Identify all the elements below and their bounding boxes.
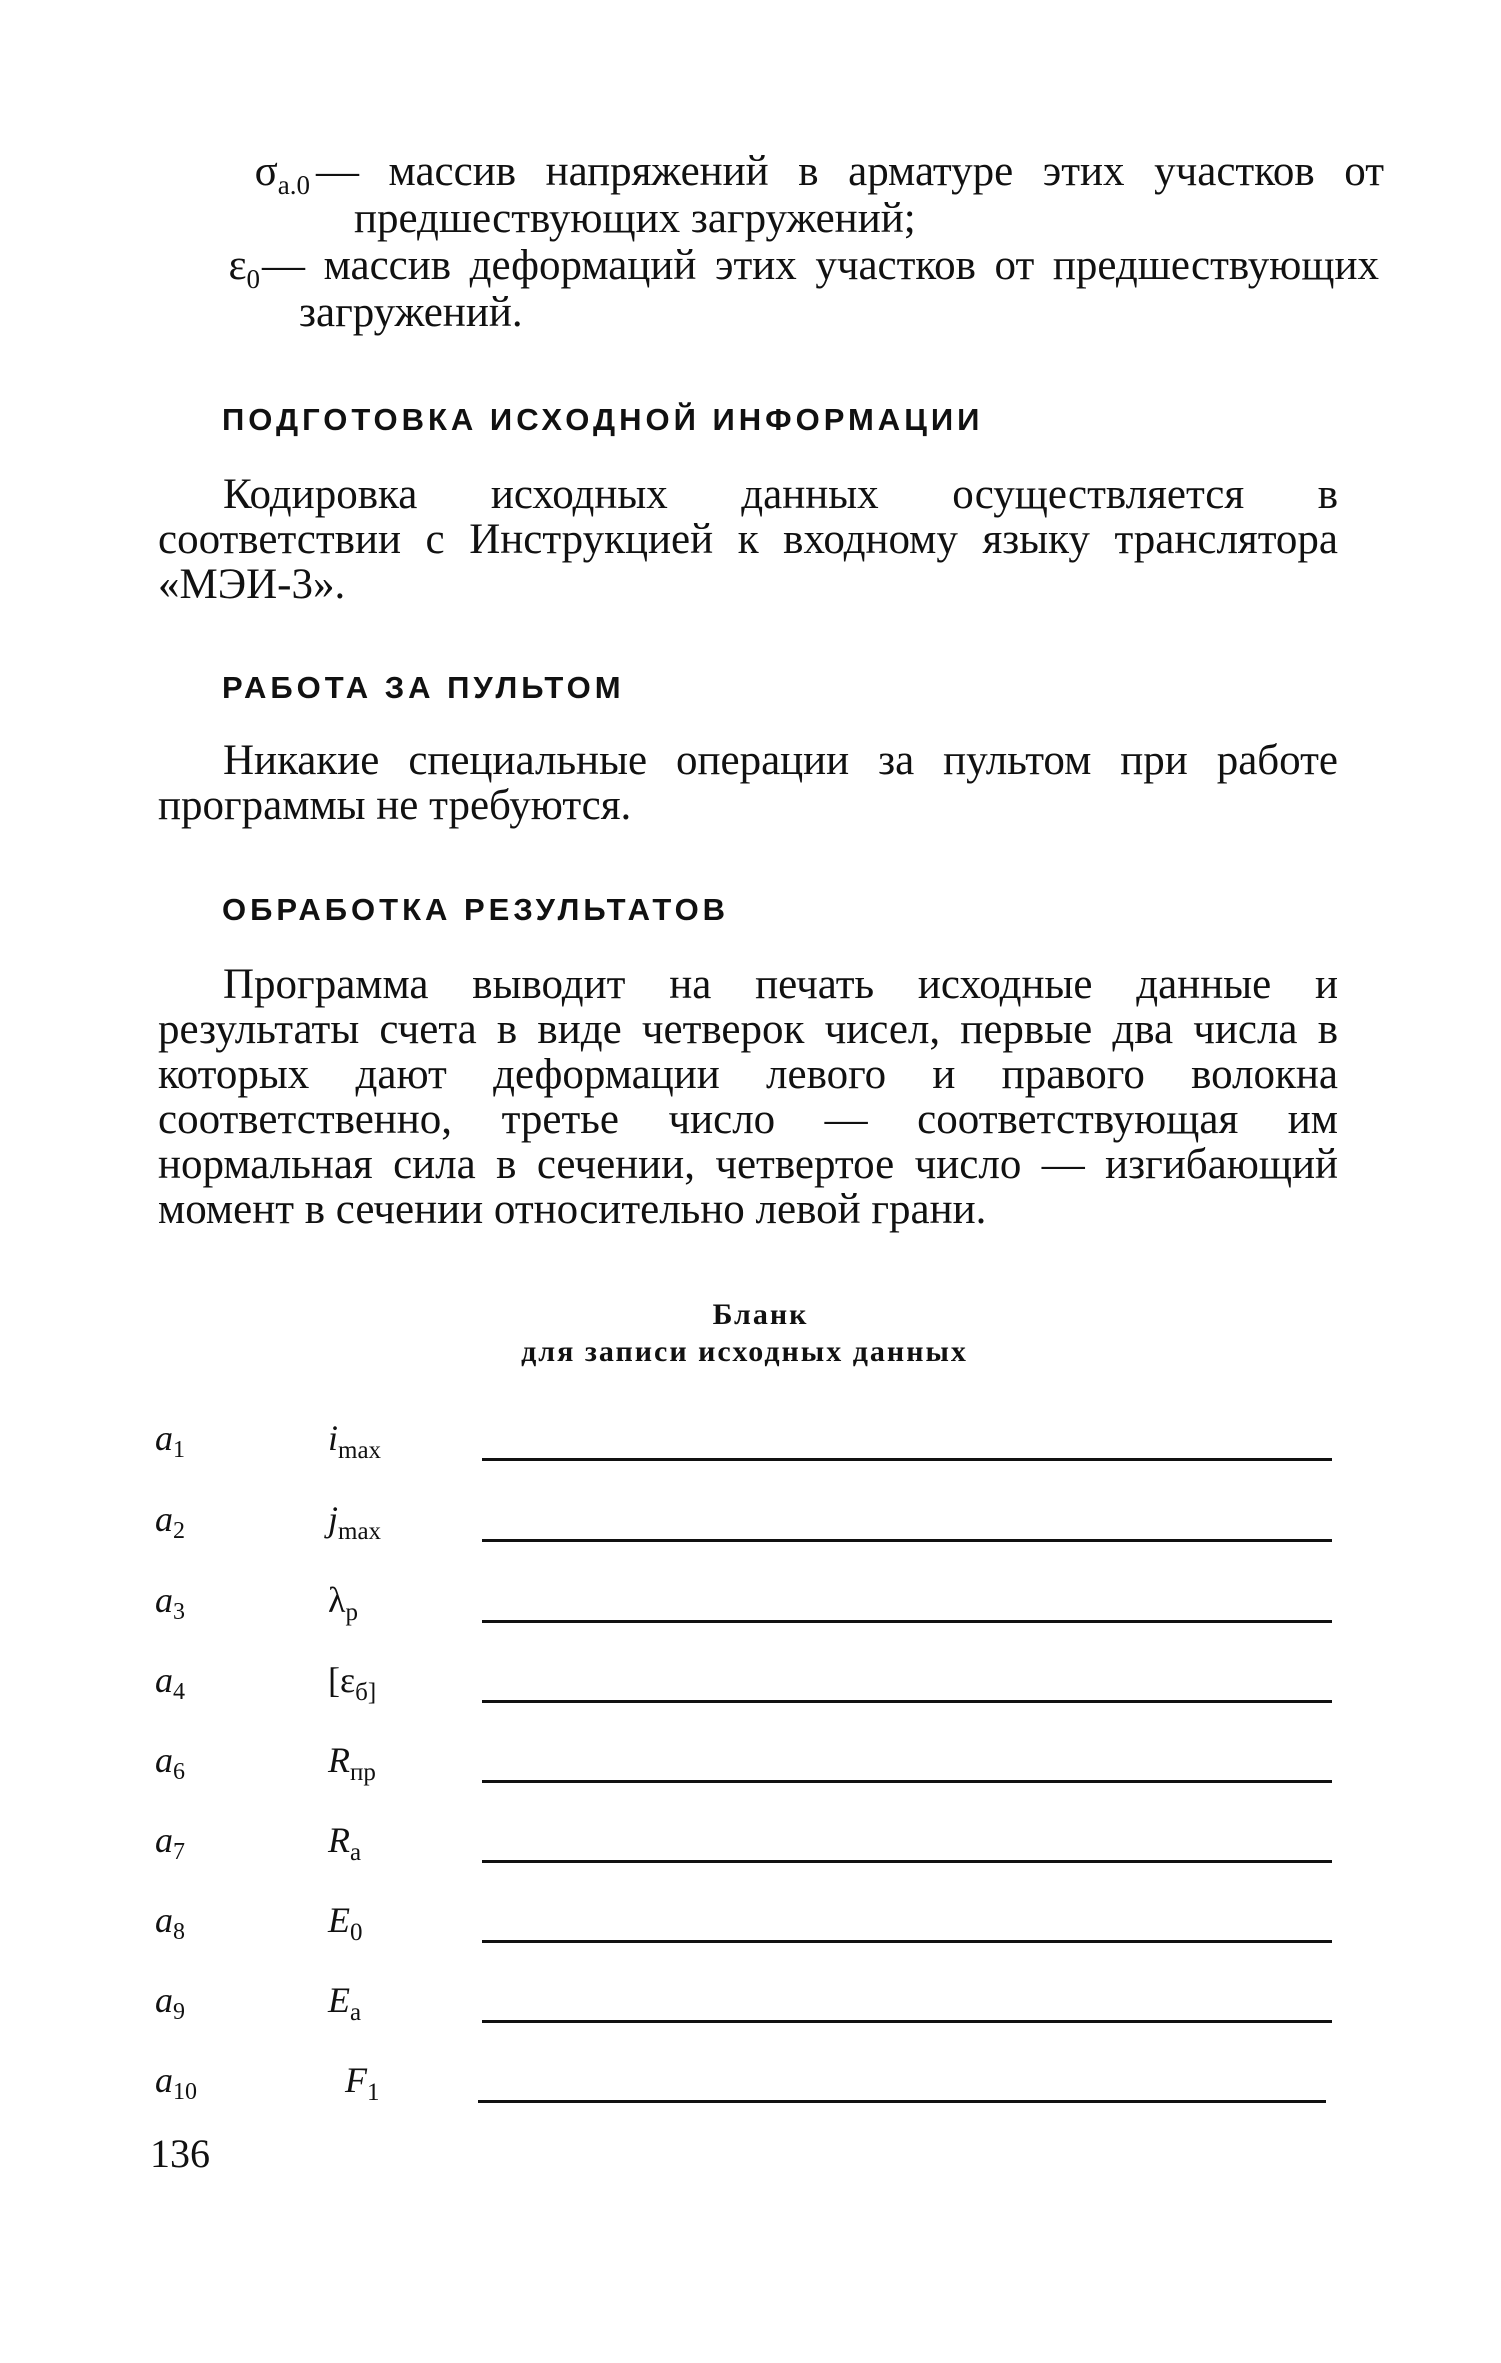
section-body-input: Кодировка исходных данных осуществляется в соответствии с Инструкцией к входному языку транслятора «МЭИ-3». (158, 471, 1338, 608)
section-body-console: Никакие специальные операции за пультом при работе программы не требуются. (158, 737, 1338, 829)
row-param: $R_{пр}$ (328, 1740, 376, 1786)
definition-symbol: $\varepsilon_0$ (228, 242, 260, 294)
form-row (0, 1413, 1501, 1473)
page-number: 136 (150, 2131, 210, 2176)
row-param: $E_a$ (328, 1980, 362, 2026)
fill-in-line[interactable] (482, 1620, 1332, 1623)
row-code: a9 (155, 1980, 185, 2025)
definition-symbol: $\sigma_{a.0}$ (254, 148, 310, 200)
form-row (0, 1815, 1501, 1875)
form-subtitle: для записи исходных данных (521, 1335, 968, 1368)
section-heading-results: ОБРАБОТКА РЕЗУЛЬТАТОВ (222, 892, 730, 927)
fill-in-line[interactable] (482, 1940, 1332, 1943)
row-code: a3 (155, 1580, 185, 1625)
row-code: a6 (155, 1740, 185, 1785)
section-heading-input: ПОДГОТОВКА ИСХОДНОЙ ИНФОРМАЦИИ (222, 402, 984, 437)
fill-in-line[interactable] (482, 1780, 1332, 1783)
row-code: a4 (155, 1660, 185, 1705)
row-param: $E_0$ (328, 1900, 363, 1946)
row-code: a7 (155, 1820, 185, 1865)
row-param: $j_{max}$ (328, 1499, 382, 1545)
definition-text: — массив деформаций этих участков от предшествующих загружений. (262, 242, 1379, 336)
section-body-results: Программа выводит на печать исходные данные и результаты счета в виде четверок чисел, первые два числа в которых дают деформации левого и правого волокна соответственно, третье число — соответствующая им нормальная сила в сечении, четвертое число — изгибающий момент в сечении относительно левой грани. (158, 961, 1338, 1233)
row-param: $F_1$ (345, 2060, 380, 2106)
definition-text: — массив напряжений в арматуре этих участков от предшествующих загружений; (316, 148, 1384, 242)
fill-in-line[interactable] (482, 1860, 1332, 1863)
fill-in-line[interactable] (478, 2100, 1326, 2103)
form-row (0, 1975, 1501, 2035)
form-title: Бланк (712, 1298, 809, 1331)
section-heading-console: РАБОТА ЗА ПУЛЬТОМ (222, 670, 625, 705)
row-param: $i_{max}$ (328, 1418, 382, 1464)
fill-in-line[interactable] (482, 1458, 1332, 1461)
form-row (0, 1735, 1501, 1795)
fill-in-line[interactable] (482, 1539, 1332, 1542)
row-param: [$\varepsilon_{б]}$ (328, 1660, 377, 1706)
fill-in-line[interactable] (482, 2020, 1332, 2023)
form-row (0, 1895, 1501, 1955)
row-code: a1 (155, 1418, 185, 1463)
form-row (0, 2055, 1501, 2115)
row-code: a2 (155, 1499, 185, 1544)
form-row (0, 1575, 1501, 1635)
fill-in-line[interactable] (482, 1700, 1332, 1703)
row-param: $R_a$ (328, 1820, 362, 1866)
row-code: a8 (155, 1900, 185, 1945)
form-row (0, 1655, 1501, 1715)
form-row (0, 1494, 1501, 1554)
row-code: a10 (155, 2060, 197, 2105)
row-param: $\lambda_p$ (328, 1580, 358, 1626)
